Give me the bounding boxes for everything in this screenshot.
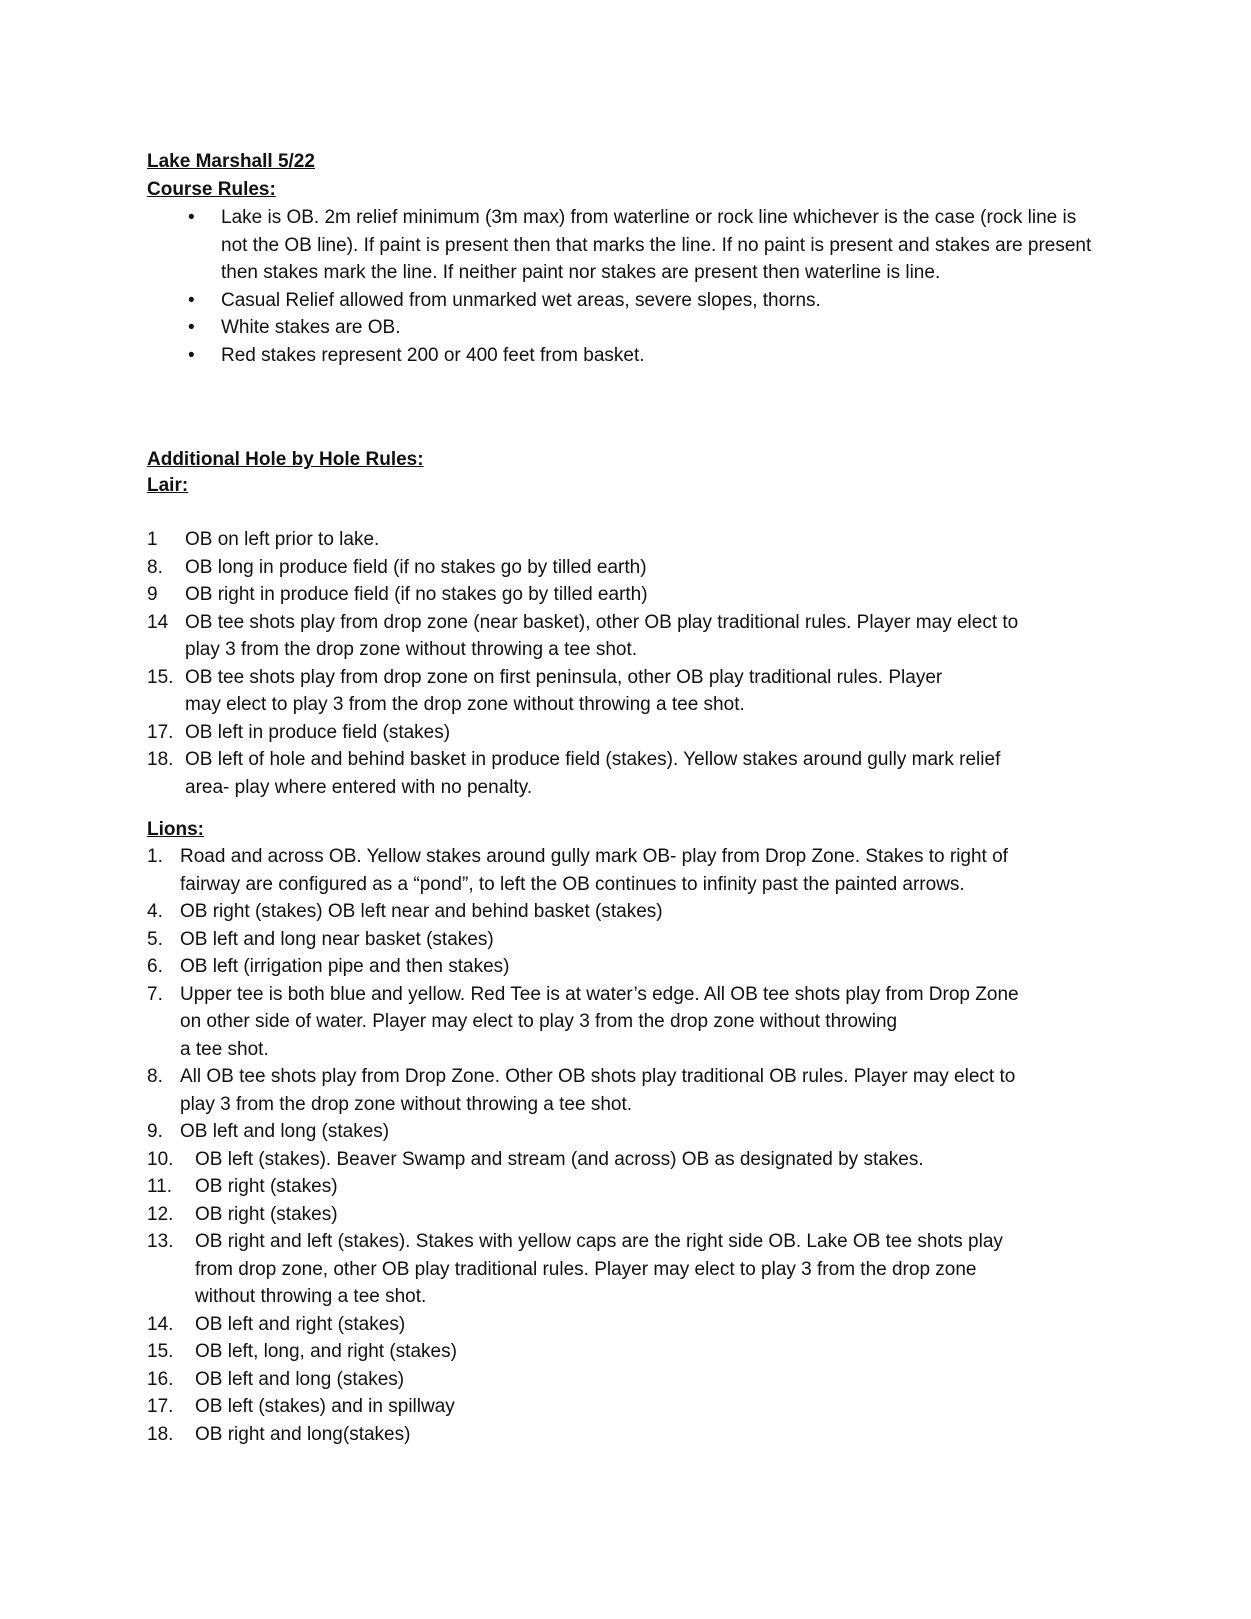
hole-number: 17. <box>147 1396 174 1417</box>
lions-hole-rule <box>147 898 1107 926</box>
lair-hole-rule <box>147 609 1107 664</box>
hole-number: 8. <box>147 1066 163 1087</box>
lions-hole-rule <box>147 1063 1107 1118</box>
hole-number: 15. <box>147 666 174 688</box>
hole-rule-text: OB left and long (stakes) <box>180 1121 390 1142</box>
hole-rule-text: OB tee shots play from drop zone on first peninsula, other OB play traditional rules. Player may elect to play 3 from the drop zone without throwing a tee shot. <box>185 666 943 715</box>
hole-number: 16. <box>147 1368 174 1390</box>
hole-number: 11. <box>147 1176 173 1197</box>
lions-hole-rule <box>147 981 1107 1064</box>
document-title: Lake Marshall 5/22 <box>147 151 315 172</box>
hole-rule-text: OB tee shots play from drop zone (near basket), other OB play traditional rules. Player may elect to play 3 from the drop zone without throwing a tee shot. <box>185 611 1019 660</box>
bullet-icon: • <box>188 207 195 228</box>
hole-rule-text: OB right in produce field (if no stakes go by tilled earth) <box>185 584 648 605</box>
hole-number: 9 <box>147 584 158 605</box>
lair-hole-list <box>147 526 1107 801</box>
hole-rule-text: Road and across OB. Yellow stakes around gully mark OB- play from Drop Zone. Stakes to right of fairway are configured as a “pond”, to left the OB continues to infinity past the painted arrows. <box>180 846 1008 895</box>
hole-number: 14. <box>147 1313 174 1335</box>
lions-hole-rule <box>147 1201 1107 1229</box>
hole-number: 1 <box>147 529 158 550</box>
lions-hole-rule <box>147 953 1107 981</box>
lions-hole-rule <box>147 1366 1107 1394</box>
hole-rule-text: OB left (stakes) and in spillway <box>195 1396 455 1417</box>
hole-rule-text: OB left (irrigation pipe and then stakes) <box>180 956 510 977</box>
hole-number: 4. <box>147 901 163 922</box>
hole-rule-text: OB right (stakes) <box>195 1176 338 1197</box>
course-rules-heading: Course Rules: <box>147 179 276 200</box>
hole-number: 14 <box>147 611 169 633</box>
hole-number: 15. <box>147 1341 174 1362</box>
hole-number: 13. <box>147 1231 174 1252</box>
course-rule-item <box>147 287 1107 315</box>
lions-hole-rule <box>147 1338 1107 1366</box>
lions-hole-rule <box>147 843 1107 898</box>
hole-number: 5. <box>147 928 163 950</box>
hole-rule-text: OB left in produce field (stakes) <box>185 721 451 743</box>
hole-rule-text: OB left and long (stakes) <box>195 1368 405 1390</box>
lions-heading: Lions: <box>147 819 204 840</box>
hole-number: 7. <box>147 983 163 1005</box>
hole-number: 18. <box>147 1423 174 1445</box>
hole-rule-text: OB right (stakes) OB left near and behind basket (stakes) <box>180 901 663 922</box>
lair-heading: Lair: <box>147 475 189 496</box>
lions-hole-rule <box>147 1311 1107 1339</box>
lions-hole-rule <box>147 1118 1107 1146</box>
lions-hole-rule <box>147 926 1107 954</box>
course-rule-item <box>147 342 1107 370</box>
hole-number: 17. <box>147 721 174 743</box>
hole-rule-text: OB on left prior to lake. <box>185 529 380 550</box>
course-rule-item <box>147 314 1107 342</box>
lions-hole-rule <box>147 1146 1107 1174</box>
course-rule-item <box>147 204 1107 287</box>
lair-hole-rule <box>147 581 1107 609</box>
additional-rules-heading: Additional Hole by Hole Rules: <box>147 449 424 470</box>
lair-hole-rule <box>147 719 1107 747</box>
hole-rule-text: OB right and long(stakes) <box>195 1423 411 1445</box>
hole-rule-text: OB left and right (stakes) <box>195 1313 406 1335</box>
course-rules-list <box>147 204 1107 369</box>
hole-rule-text: OB left of hole and behind basket in produce field (stakes). Yellow stakes around gully mark relief area- play where entered with no penalty. <box>185 749 1001 798</box>
lair-hole-rule <box>147 554 1107 582</box>
hole-number: 18. <box>147 749 174 770</box>
hole-rule-text: OB right (stakes) <box>195 1203 338 1225</box>
lair-hole-rule <box>147 746 1107 801</box>
bullet-icon: • <box>188 289 195 311</box>
course-rule-text: White stakes are OB. <box>221 317 401 338</box>
lions-hole-rule <box>147 1228 1107 1311</box>
course-rule-text: Lake is OB. 2m relief minimum (3m max) from waterline or rock line whichever is the case (rock line is not the OB line). If paint is present then that marks the line. If no paint is present and stakes are present then stakes mark the line. If neither paint nor stakes are present then waterline is line. <box>221 207 1092 283</box>
hole-rule-text: Upper tee is both blue and yellow. Red Tee is at water’s edge. All OB tee shots play from Drop Zone on other side of water. Player may elect to play 3 from the drop zone without throwing a tee shot. <box>180 983 1019 1060</box>
lions-hole-rule <box>147 1421 1107 1449</box>
lions-hole-list <box>147 843 1107 1448</box>
hole-number: 1. <box>147 846 163 867</box>
lair-hole-rule <box>147 526 1107 554</box>
hole-rule-text: OB left, long, and right (stakes) <box>195 1341 457 1362</box>
hole-number: 12. <box>147 1203 174 1225</box>
bullet-icon: • <box>188 317 195 338</box>
hole-number: 10. <box>147 1148 174 1170</box>
hole-rule-text: OB right and left (stakes). Stakes with yellow caps are the right side OB. Lake OB tee shots play from drop zone, other OB play traditional rules. Player may elect to play 3 from the drop zone without throwing a tee shot. <box>195 1231 1003 1307</box>
course-rule-text: Red stakes represent 200 or 400 feet from basket. <box>221 344 645 366</box>
hole-number: 9. <box>147 1121 163 1142</box>
hole-rule-text: OB long in produce field (if no stakes go by tilled earth) <box>185 556 647 578</box>
hole-number: 6. <box>147 956 163 977</box>
hole-number: 8. <box>147 556 163 578</box>
lions-hole-rule <box>147 1173 1107 1201</box>
hole-rule-text: OB left and long near basket (stakes) <box>180 928 494 950</box>
bullet-icon: • <box>188 344 195 366</box>
course-rule-text: Casual Relief allowed from unmarked wet areas, severe slopes, thorns. <box>221 289 821 311</box>
hole-rule-text: OB left (stakes). Beaver Swamp and stream (and across) OB as designated by stakes. <box>195 1148 924 1170</box>
hole-rule-text: All OB tee shots play from Drop Zone. Other OB shots play traditional OB rules. Player may elect to play 3 from the drop zone without throwing a tee shot. <box>180 1066 1016 1115</box>
lions-hole-rule <box>147 1393 1107 1421</box>
lair-hole-rule <box>147 664 1107 719</box>
